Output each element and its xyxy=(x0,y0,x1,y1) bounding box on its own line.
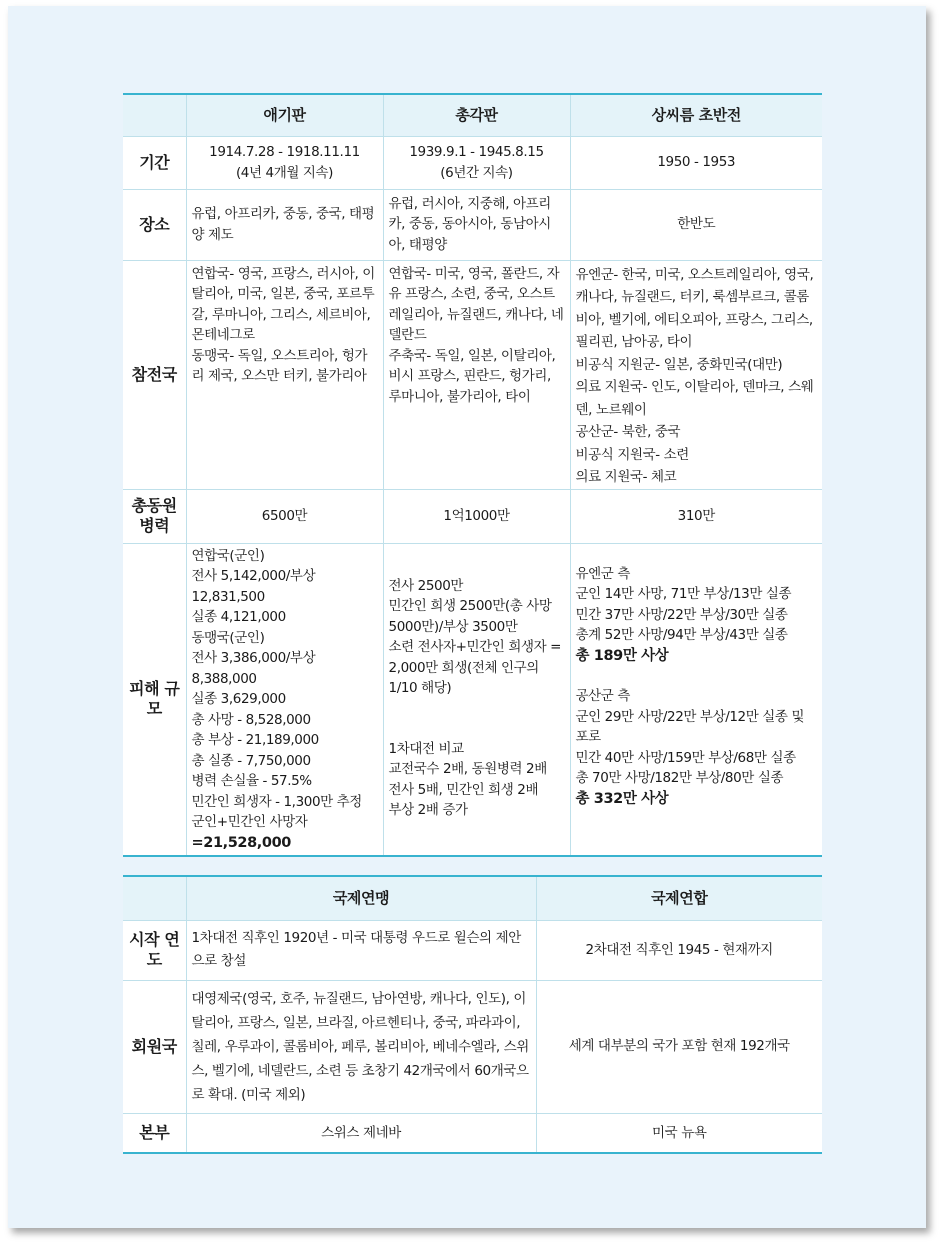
start-un: 2차대전 직후인 1945 - 현재까지 xyxy=(536,920,822,980)
wwi-civilian-victims: 민간인 희생자 - 1,300만 추정 xyxy=(191,793,362,810)
row-label-participants: 참전국 xyxy=(123,260,186,489)
un-total: 총계 52만 사망/94만 부상/43만 실종 xyxy=(575,627,788,643)
period-korean xyxy=(570,136,822,189)
spacer xyxy=(389,699,565,739)
org-header-row xyxy=(123,876,822,920)
wwi-loss-rate: 병력 손실율 - 57.5% xyxy=(191,773,312,789)
damage-wwi xyxy=(186,543,383,856)
communist-military: 군인 29만 사망/22만 부상/12만 실종 및 포로 xyxy=(575,708,805,745)
period-wwii-duration: (6년간 지속) xyxy=(440,164,513,181)
participants-wwi xyxy=(186,260,383,489)
wwii-axis: 주축국- 독일, 일본, 이탈리아, 비시 프랑스, 핀란드, 헝가리, 루마니아, 불가리아, 타이 xyxy=(388,347,556,405)
mobilized-row xyxy=(123,489,822,543)
wwii-compare-2: 전사 5배, 민간인 희생 2배 xyxy=(388,781,539,798)
period-wwii-dates: 1939.9.1 - 1945.8.15 xyxy=(409,144,544,160)
wwi-combined-deaths-total: =21,528,000 xyxy=(191,834,291,851)
wwi-allies-military: 연합국(군인) xyxy=(191,547,265,564)
damage-row xyxy=(123,543,822,856)
corner-cell xyxy=(123,94,186,136)
period-row xyxy=(123,136,822,189)
period-wwi-duration: (4년 4개월 지속) xyxy=(235,164,334,181)
place-wwii: 유럽, 러시아, 지중해, 아프리카, 중동, 동아시아, 동남아시아, 태평양 xyxy=(383,189,570,260)
wwi-central-killed-wounded: 전사 3,386,000/부상 8,388,000 xyxy=(191,650,316,687)
wwi-allies-killed-wounded: 전사 5,142,000/부상 12,831,500 xyxy=(191,568,316,605)
row-label-start: 시작 연도 xyxy=(123,920,186,980)
korean-un-forces: 유엔군- 한국, 미국, 오스트레일리아, 영국, 캐나다, 뉴질랜드, 터키, 룩셈부르크, 콜롬비아, 벨기에, 에티오피아, 프랑스, 그리스, 필리핀, 남아공, 타이 xyxy=(575,266,814,350)
hq-un: 미국 뉴욕 xyxy=(536,1113,822,1153)
col-header-league: 국제연맹 xyxy=(186,876,536,920)
korean-medical-support: 의료 지원국- 인도, 이탈리아, 덴마크, 스웨덴, 노르웨이 xyxy=(575,379,814,418)
mobilized-wwi: 6500만 xyxy=(186,489,383,543)
wwi-total-deaths: 총 사망 - 8,528,000 xyxy=(191,711,311,728)
members-un: 세계 대부분의 국가 포함 현재 192개국 xyxy=(536,980,822,1113)
period-wwii xyxy=(383,136,570,189)
korean-unofficial-support: 비공식 지원군- 일본, 중화민국(대만) xyxy=(575,356,783,373)
start-league: 1차대전 직후인 1920년 - 미국 대통령 우드로 윌슨의 제안으로 창설 xyxy=(186,920,536,980)
page-sheet xyxy=(8,6,926,1228)
communist-civilian: 민간 40만 사망/159만 부상/68만 실종 xyxy=(575,749,796,766)
wwi-central-military: 동맹국(군인) xyxy=(191,629,265,646)
participants-korean xyxy=(570,260,822,489)
col-header-wwi: 애기판 xyxy=(186,94,383,136)
korean-medical-support-2: 의료 지원국- 체코 xyxy=(575,469,677,485)
participants-wwii xyxy=(383,260,570,489)
participants-row xyxy=(123,260,822,489)
wwii-killed: 전사 2500만 xyxy=(388,577,464,594)
un-military: 군인 14만 사망, 71만 부상/13만 실종 xyxy=(575,586,792,602)
wwi-combined-deaths-label: 군인+민간인 사망자 xyxy=(191,814,308,830)
damage-korean xyxy=(570,543,822,856)
wwii-compare-3: 부상 2배 증가 xyxy=(388,802,468,818)
korean-unofficial-support-2: 비공식 지원국- 소련 xyxy=(575,446,689,463)
place-wwi: 유럽, 아프리카, 중동, 중국, 태평양 제도 xyxy=(186,189,383,260)
mobilized-wwii: 1억1000만 xyxy=(383,489,570,543)
communist-total: 총 70만 사망/182만 부상/80만 실종 xyxy=(575,770,784,786)
place-korean: 한반도 xyxy=(570,189,822,260)
wwii-allies: 연합국- 미국, 영국, 폴란드, 자유 프랑스, 소련, 중국, 오스트레일리아, 뉴질랜드, 캐나다, 네델란드 xyxy=(388,265,564,343)
organization-table xyxy=(123,875,822,1154)
wwi-allies-missing: 실종 4,121,000 xyxy=(191,609,286,625)
period-wwi-dates: 1914.7.28 - 1918.11.11 xyxy=(209,144,360,160)
row-label-hq: 본부 xyxy=(123,1113,186,1153)
col-header-korean-war: 상씨름 초반전 xyxy=(570,94,822,136)
war-comparison-table xyxy=(123,93,822,857)
row-label-place: 장소 xyxy=(123,189,186,260)
spacer xyxy=(576,666,818,686)
row-label-mobilized: 총동원 병력 xyxy=(123,489,186,543)
members-row xyxy=(123,980,822,1113)
row-label-members: 회원국 xyxy=(123,980,186,1113)
col-header-un: 국제연합 xyxy=(536,876,822,920)
un-casualties-total: 총 189만 사상 xyxy=(575,647,669,664)
wwi-allies: 연합국- 영국, 프랑스, 러시아, 이탈리아, 미국, 일본, 중국, 포르투갈, 루마니아, 그리스, 세르비아, 몬테네그로 xyxy=(191,265,375,343)
corner-cell xyxy=(123,876,186,920)
wwi-total-wounded: 총 부상 - 21,189,000 xyxy=(191,732,319,748)
place-row xyxy=(123,189,822,260)
damage-wwii xyxy=(383,543,570,856)
wwii-compare-1: 교전국수 2배, 동원병력 2배 xyxy=(388,761,547,777)
hq-league: 스위스 제네바 xyxy=(186,1113,536,1153)
korean-communist-forces: 공산군- 북한, 중국 xyxy=(575,424,681,440)
mobilized-korean: 310만 xyxy=(570,489,822,543)
wwi-total-missing: 총 실종 - 7,750,000 xyxy=(191,752,311,769)
wwii-compare-title: 1차대전 비교 xyxy=(388,740,464,757)
wwi-central-missing: 실종 3,629,000 xyxy=(191,691,286,707)
start-row xyxy=(123,920,822,980)
wwii-civilian: 민간인 희생 2500만(총 사망 5000만)/부상 3500만 xyxy=(388,598,552,635)
un-civilian: 민간 37만 사망/22만 부상/30만 실종 xyxy=(575,606,788,623)
row-label-period: 기간 xyxy=(123,136,186,189)
period-korean-dates: 1950 - 1953 xyxy=(657,154,736,171)
members-league: 대영제국(영국, 호주, 뉴질랜드, 남아연방, 캐나다, 인도), 이탈리아, 프랑스, 일본, 브라질, 아르헨티나, 중국, 파라과이, 칠레, 우루과이, 콜롬비아, 페루, 볼리비아, 베네수엘라, 스위스, 벨기에, 네델란드, 소련 등 초창기 42개국에서 60개국으로 확대. (미국 제외) xyxy=(186,980,536,1113)
col-header-wwii: 총각판 xyxy=(383,94,570,136)
wwii-soviet: 소련 전사자+민간인 희생자 = 2,000만 희생(전체 인구의 1/10 해당) xyxy=(388,639,562,696)
war-header-row xyxy=(123,94,822,136)
hq-row xyxy=(123,1113,822,1153)
un-side-title: 유엔군 측 xyxy=(575,565,630,582)
communist-side-title: 공산군 측 xyxy=(575,688,630,704)
communist-casualties-total: 총 332만 사상 xyxy=(575,790,669,807)
row-label-damage: 피해 규모 xyxy=(123,543,186,856)
wwi-central-powers: 동맹국- 독일, 오스트리아, 헝가리 제국, 오스만 터키, 불가리아 xyxy=(191,347,368,384)
period-wwi xyxy=(186,136,383,189)
